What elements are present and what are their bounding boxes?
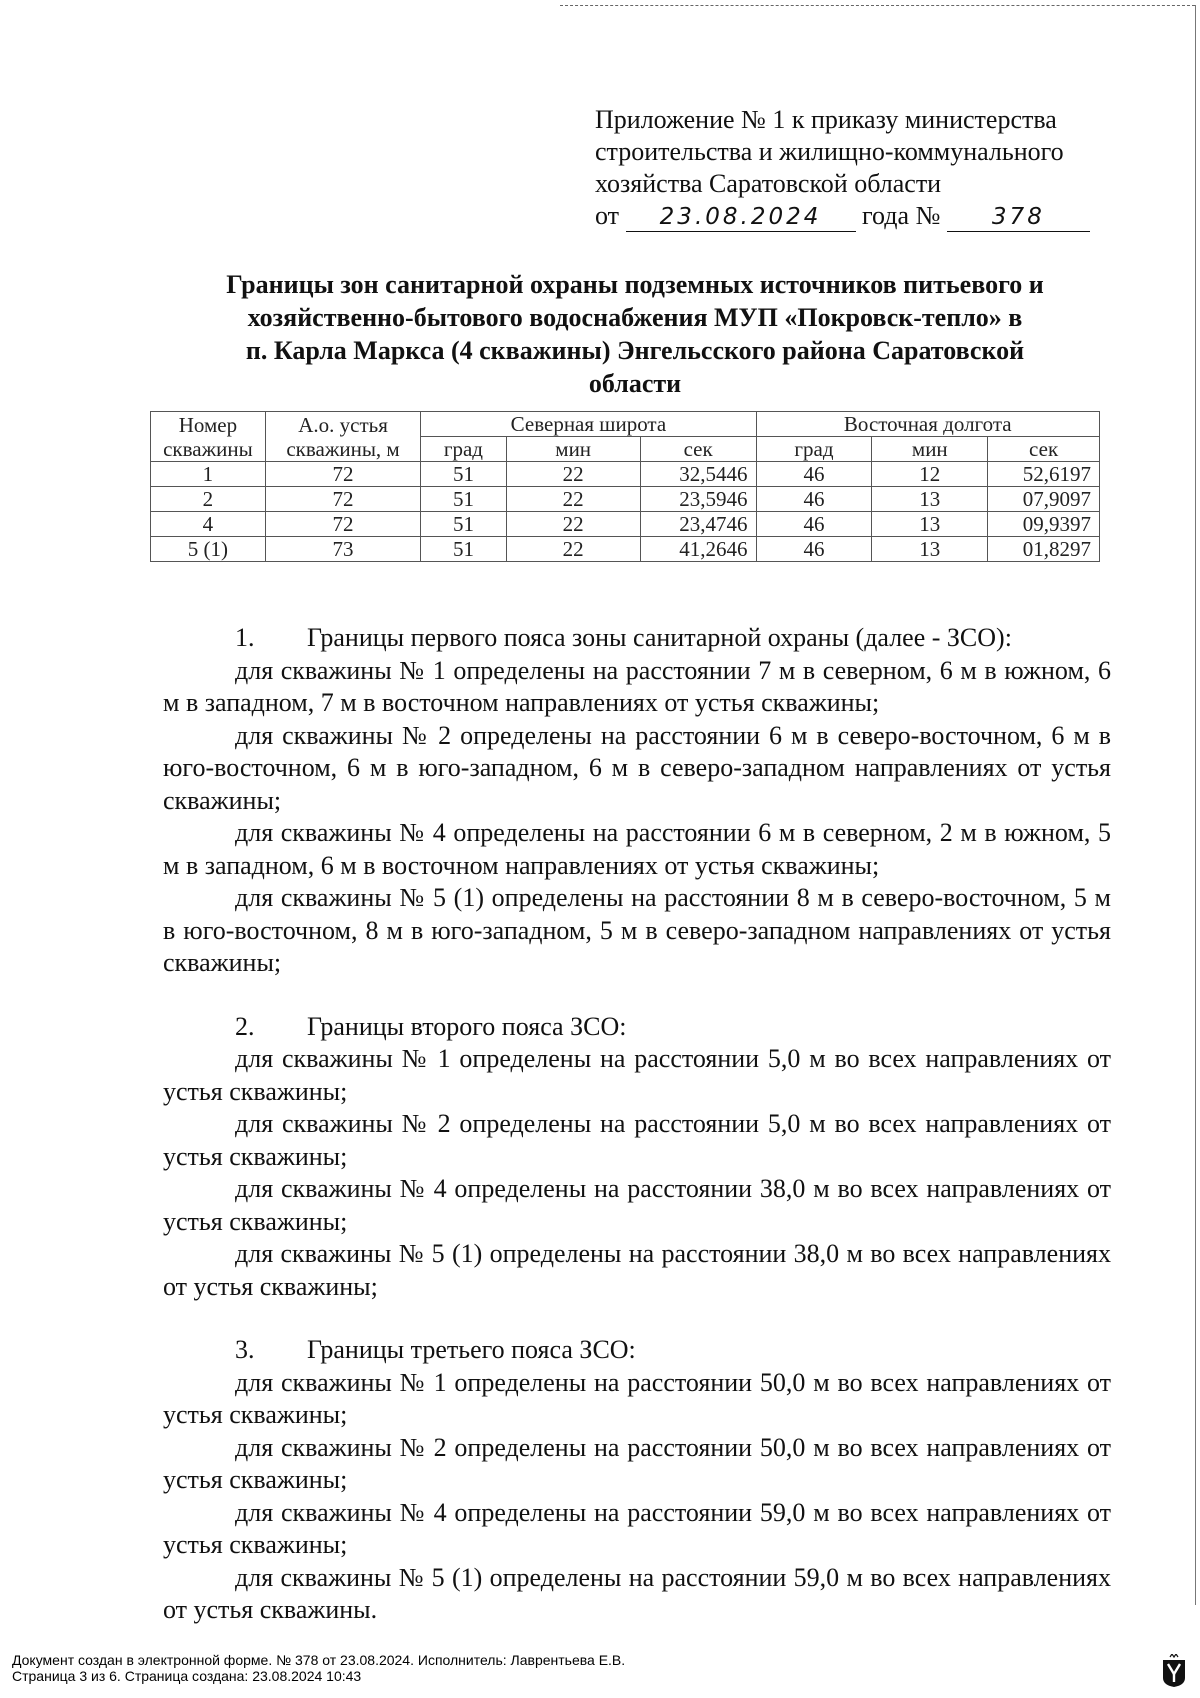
cell-well: 5 (1) (151, 537, 266, 562)
cell-elevation: 72 (265, 462, 420, 487)
title-line-3: п. Карла Маркса (4 скважины) Энгельсского района Саратовской (245, 336, 1025, 365)
section-2-item: для скважины № 5 (1) определены на расстоянии 38,0 м во всех направлениях от устья скважины; (163, 1239, 1111, 1301)
cell-east-min: 12 (872, 462, 988, 487)
section-1-item: для скважины № 2 определены на расстоянии 6 м в северо-восточном, 6 м в юго-восточном, 6 м в юго-западном, 6 м в северо-западном направлениях от устья скважины; (163, 720, 1111, 815)
section-heading-text: Границы первого пояса зоны санитарной охраны (далее - ЗСО): (307, 623, 1012, 652)
cell-east-deg: 46 (756, 512, 872, 537)
cell-north-min: 22 (506, 462, 640, 487)
cell-elevation: 72 (265, 512, 420, 537)
section-1-item: для скважины № 4 определены на расстоянии 6 м в северном, 2 м в южном, 5 м в западном, 6 м в восточном направлениях от устья скважины; (163, 818, 1111, 880)
section-2-item: для скважины № 4 определены на расстоянии 38,0 м во всех направлениях от устья скважины; (163, 1174, 1111, 1236)
page-right-border (1195, 5, 1196, 1605)
header-north-latitude: Северная широта (421, 412, 756, 437)
appendix-line-3: хозяйства Саратовской области (595, 169, 942, 198)
cell-east-sec: 01,8297 (988, 537, 1100, 562)
appendix-line-2: строительства и жилищно-коммунального (595, 137, 1064, 166)
title-line-1: Границы зон санитарной охраны подземных источников питьевого и (226, 270, 1044, 299)
cell-east-sec: 52,6197 (988, 462, 1100, 487)
section-3-item: для скважины № 1 определены на расстоянии 50,0 м во всех направлениях от устья скважины; (163, 1367, 1111, 1429)
header-east-longitude: Восточная долгота (756, 412, 1099, 437)
header-east-min: мин (872, 437, 988, 462)
section-number: 2. (235, 1011, 255, 1041)
title-line-4: области (588, 369, 682, 398)
cell-well: 4 (151, 512, 266, 537)
header-north-deg: град (421, 437, 506, 462)
document-footer (12, 1652, 625, 1684)
handwritten-order-number: 378 (947, 201, 1090, 232)
cell-north-deg: 51 (421, 487, 506, 512)
cell-east-sec: 07,9097 (988, 487, 1100, 512)
appendix-line-1: Приложение № 1 к приказу министерства (595, 105, 1057, 134)
year-number-label: года № (862, 201, 941, 230)
header-east-sec: сек (988, 437, 1100, 462)
footer-line-2: Страница 3 из 6. Страница создана: 23.08.2024 10:43 (12, 1668, 362, 1684)
cell-east-min: 13 (872, 487, 988, 512)
cell-east-deg: 46 (756, 462, 872, 487)
table-row (151, 462, 1100, 487)
well-coordinates-table (150, 411, 1100, 562)
header-elevation: А.о. устья скважины, м (265, 412, 420, 462)
header-well-number: Номер скважины (151, 412, 266, 462)
handwritten-date: 23.08.2024 (626, 201, 856, 232)
footer-line-1: Документ создан в электронной форме. № 378 от 23.08.2024. Исполнитель: Лаврентьева Е.В. (12, 1652, 626, 1668)
cell-north-deg: 51 (421, 512, 506, 537)
cell-north-sec: 41,2646 (640, 537, 756, 562)
table-row (151, 487, 1100, 512)
cell-east-deg: 46 (756, 537, 872, 562)
section-2-item: для скважины № 1 определены на расстоянии 5,0 м во всех направлениях от устья скважины; (163, 1044, 1111, 1106)
page-top-border (560, 5, 1195, 6)
document-title (160, 268, 1110, 400)
section-3-item: для скважины № 5 (1) определены на расстоянии 59,0 м во всех направлениях от устья скважины. (163, 1562, 1111, 1624)
section-1-heading (163, 622, 1111, 655)
cell-east-min: 13 (872, 512, 988, 537)
header-north-min: мин (506, 437, 640, 462)
cell-north-deg: 51 (421, 462, 506, 487)
cell-well: 2 (151, 487, 266, 512)
appendix-header (595, 104, 1135, 232)
document-body (163, 622, 1111, 1627)
cell-north-sec: 23,4746 (640, 512, 756, 537)
header-north-sec: сек (640, 437, 756, 462)
cell-elevation: 72 (265, 487, 420, 512)
cell-north-min: 22 (506, 537, 640, 562)
section-number: 1. (235, 623, 255, 652)
section-3-heading (163, 1334, 1111, 1367)
table-row (151, 512, 1100, 537)
section-2-heading (163, 1011, 1111, 1044)
cell-well: 1 (151, 462, 266, 487)
header-east-deg: град (756, 437, 872, 462)
section-heading-text: Границы третьего пояса ЗСО: (307, 1335, 636, 1364)
cell-north-sec: 32,5446 (640, 462, 756, 487)
section-heading-text: Границы второго пояса ЗСО: (307, 1011, 627, 1041)
cell-elevation: 73 (265, 537, 420, 562)
section-3-item: для скважины № 2 определены на расстоянии 50,0 м во всех направлениях от устья скважины; (163, 1432, 1111, 1494)
section-2-item: для скважины № 2 определены на расстоянии 5,0 м во всех направлениях от устья скважины; (163, 1109, 1111, 1171)
title-line-2: хозяйственно-бытового водоснабжения МУП «Покровск-тепло» в (247, 303, 1023, 332)
section-3-item: для скважины № 4 определены на расстоянии 59,0 м во всех направлениях от устья скважины; (163, 1497, 1111, 1559)
cell-east-sec: 09,9397 (988, 512, 1100, 537)
section-1-item: для скважины № 1 определены на расстоянии 7 м в северном, 6 м в южном, 6 м в западном, 7 м в восточном направлениях от устья скважины; (163, 655, 1111, 717)
cell-east-min: 13 (872, 537, 988, 562)
cell-east-deg: 46 (756, 487, 872, 512)
appendix-date-line (595, 200, 1135, 232)
cell-north-deg: 51 (421, 537, 506, 562)
saratov-emblem-icon (1162, 1654, 1186, 1688)
cell-north-min: 22 (506, 512, 640, 537)
from-label: от (595, 201, 620, 230)
section-number: 3. (235, 1335, 255, 1364)
table-row (151, 537, 1100, 562)
cell-north-min: 22 (506, 487, 640, 512)
cell-north-sec: 23,5946 (640, 487, 756, 512)
section-1-item: для скважины № 5 (1) определены на расстоянии 8 м в северо-восточном, 5 м в юго-восточном, 8 м в юго-западном, 5 м в северо-западном направлениях от устья скважины; (163, 883, 1111, 977)
